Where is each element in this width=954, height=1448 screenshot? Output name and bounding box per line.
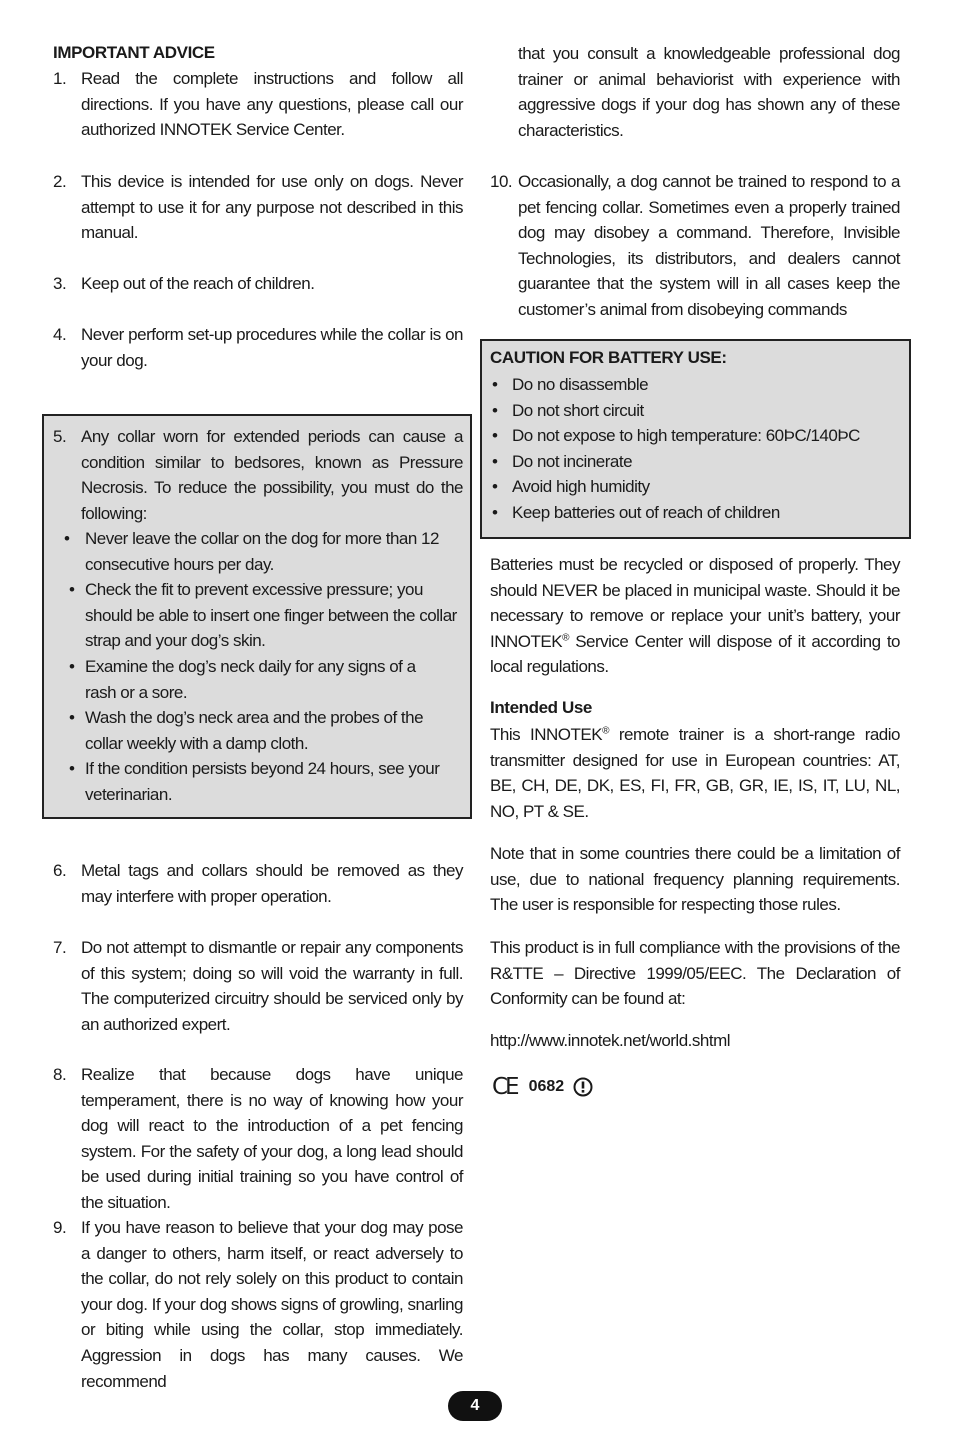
list-item-1 xyxy=(53,66,463,143)
caution-title: CAUTION FOR BATTERY USE: xyxy=(490,348,727,367)
compliance-paragraph: This product is in full compliance with the provisions of the R&TTE – Directive 1999/05/EEC. The Declaration of Conformity can be found at: xyxy=(490,938,900,1009)
page-number: 4 xyxy=(448,1391,502,1421)
item-text: Never perform set-up procedures while the collar is on your dog. xyxy=(81,325,463,370)
bullet-icon: • xyxy=(492,400,498,420)
list-item-9 xyxy=(53,1215,463,1394)
item-text: Read the complete instructions and follow all directions. If you have any questions, please call our authorized INNOTEK Service Center. xyxy=(81,69,463,140)
item-text: Any collar worn for extended periods can cause a condition similar to bedsores, known as Pressure Necrosis. To reduce the possibility, you must do the following: xyxy=(81,427,463,523)
item-text: Realize that because dogs have unique temperament, there is no way of knowing how your dog will react to the introduction of a pet fencing system. For the safety of your dog, a long lead should be used during initial training so you have control of the situation. xyxy=(81,1065,463,1212)
bullet-item: • Never leave the collar on the dog for more than 12 consecutive hours per day. xyxy=(64,526,444,577)
item-number: 9. xyxy=(53,1218,67,1237)
item-number: 2. xyxy=(53,172,67,191)
item-number: 3. xyxy=(53,274,67,293)
ce-marking xyxy=(492,1074,593,1100)
notified-body-number: 0682 xyxy=(528,1078,565,1095)
intended-use-paragraph: This INNOTEK® remote trainer is a short-range radio transmitter designed for use in European countries: AT, BE, CH, DE, DK, ES, FI, FR, GB, GR, IE, IS, IT, LU, NL, NO, PT & SE. xyxy=(490,725,900,821)
item-text: Keep out of the reach of children. xyxy=(81,274,315,293)
recycling-paragraph: Batteries must be recycled or disposed of properly. They should NEVER be placed in municipal waste. Should it be necessary to remove or replace your unit’s battery, your INNOTEK® Service Center will dispose of it according to local regulations. xyxy=(490,555,900,677)
caution-item: • Do not short circuit xyxy=(492,398,892,424)
bullet-icon: • xyxy=(492,375,498,394)
bullet-item: • Wash the dog’s neck area and the probes of the collar weekly with a damp cloth. xyxy=(69,705,439,756)
item-text: Metal tags and collars should be removed as they may interfere with proper operation. xyxy=(81,861,463,906)
list-item-6 xyxy=(53,858,463,909)
caution-item: • Keep batteries out of reach of children xyxy=(492,500,892,526)
caution-item: • Do no disassemble xyxy=(492,372,892,398)
item-number: 7. xyxy=(53,938,67,957)
item-text: Do not attempt to dismantle or repair any components of this system; doing so will void the warranty in full. The computerized circuitry should be serviced only by an authorized expert. xyxy=(81,938,463,1034)
list-item-4 xyxy=(53,322,463,373)
caution-item: • Do not expose to high temperature: 60ÞC/140ÞC xyxy=(492,423,892,449)
item-number: 10. xyxy=(490,172,513,191)
item-9-continuation: that you consult a knowledgeable professional dog trainer or animal behaviorist with experience with aggressive dogs if your dog has shown any of these characteristics. xyxy=(518,44,900,140)
item-text: This device is intended for use only on dogs. Never attempt to use it for any purpose not described in this manual. xyxy=(81,172,463,243)
list-item-2 xyxy=(53,169,463,246)
frequency-note-paragraph: Note that in some countries there could be a limitation of use, due to national frequency planning requirements. The user is responsible for respecting those rules. xyxy=(490,844,900,915)
item-number: 1. xyxy=(53,69,67,88)
bullet-icon: • xyxy=(492,477,498,497)
section-heading: IMPORTANT ADVICE xyxy=(53,43,215,62)
bullet-icon: • xyxy=(64,529,70,548)
bullet-icon: • xyxy=(492,451,498,471)
bullet-item: • Examine the dog’s neck daily for any signs of a rash or a sore. xyxy=(69,654,429,705)
bullet-icon: • xyxy=(69,580,75,599)
caution-item: • Do not incinerate xyxy=(492,449,892,475)
item-text: If you have reason to believe that your dog may pose a danger to others, harm itself, or react adversely to the collar, do not rely solely on this product to contain your dog. If your dog shows signs of growling, snarling or biting while using the collar, stop immediately. Aggression in dogs has many causes. We recommend xyxy=(81,1218,463,1391)
bullet-icon: • xyxy=(69,657,75,676)
declaration-url[interactable]: http://www.innotek.net/world.shtml xyxy=(490,1031,731,1050)
intended-use-heading: Intended Use xyxy=(490,698,592,717)
bullet-icon: • xyxy=(492,502,498,522)
caution-item: • Avoid high humidity xyxy=(492,474,892,500)
bullet-icon: • xyxy=(492,426,498,446)
caution-list xyxy=(492,372,892,526)
list-item-10 xyxy=(490,169,900,323)
bullet-icon: • xyxy=(69,759,75,778)
item-number: 5. xyxy=(53,427,67,446)
ce-mark-icon: CE xyxy=(492,1074,517,1100)
list-item-7 xyxy=(53,935,463,1037)
bullet-item: • Check the fit to prevent excessive pressure; you should be able to insert one finger between the collar strap and your dog’s skin. xyxy=(69,577,463,654)
item-number: 8. xyxy=(53,1065,67,1084)
list-item-3 xyxy=(53,271,463,297)
bullet-icon: • xyxy=(69,708,75,727)
alert-circle-icon xyxy=(573,1077,593,1097)
item-number: 6. xyxy=(53,861,67,880)
item-number: 4. xyxy=(53,325,67,344)
bullet-item: • If the condition persists beyond 24 hours, see your veterinarian. xyxy=(69,756,449,807)
item-text: Occasionally, a dog cannot be trained to respond to a pet fencing collar. Sometimes even a properly trained dog may disobey a command. Therefore, Invisible Technologies, its distributors, and dealers cannot guarantee that the system will in all cases keep the customer’s animal from disobeying commands xyxy=(518,172,900,319)
list-item-8 xyxy=(53,1062,463,1216)
list-item-5 xyxy=(53,424,463,526)
